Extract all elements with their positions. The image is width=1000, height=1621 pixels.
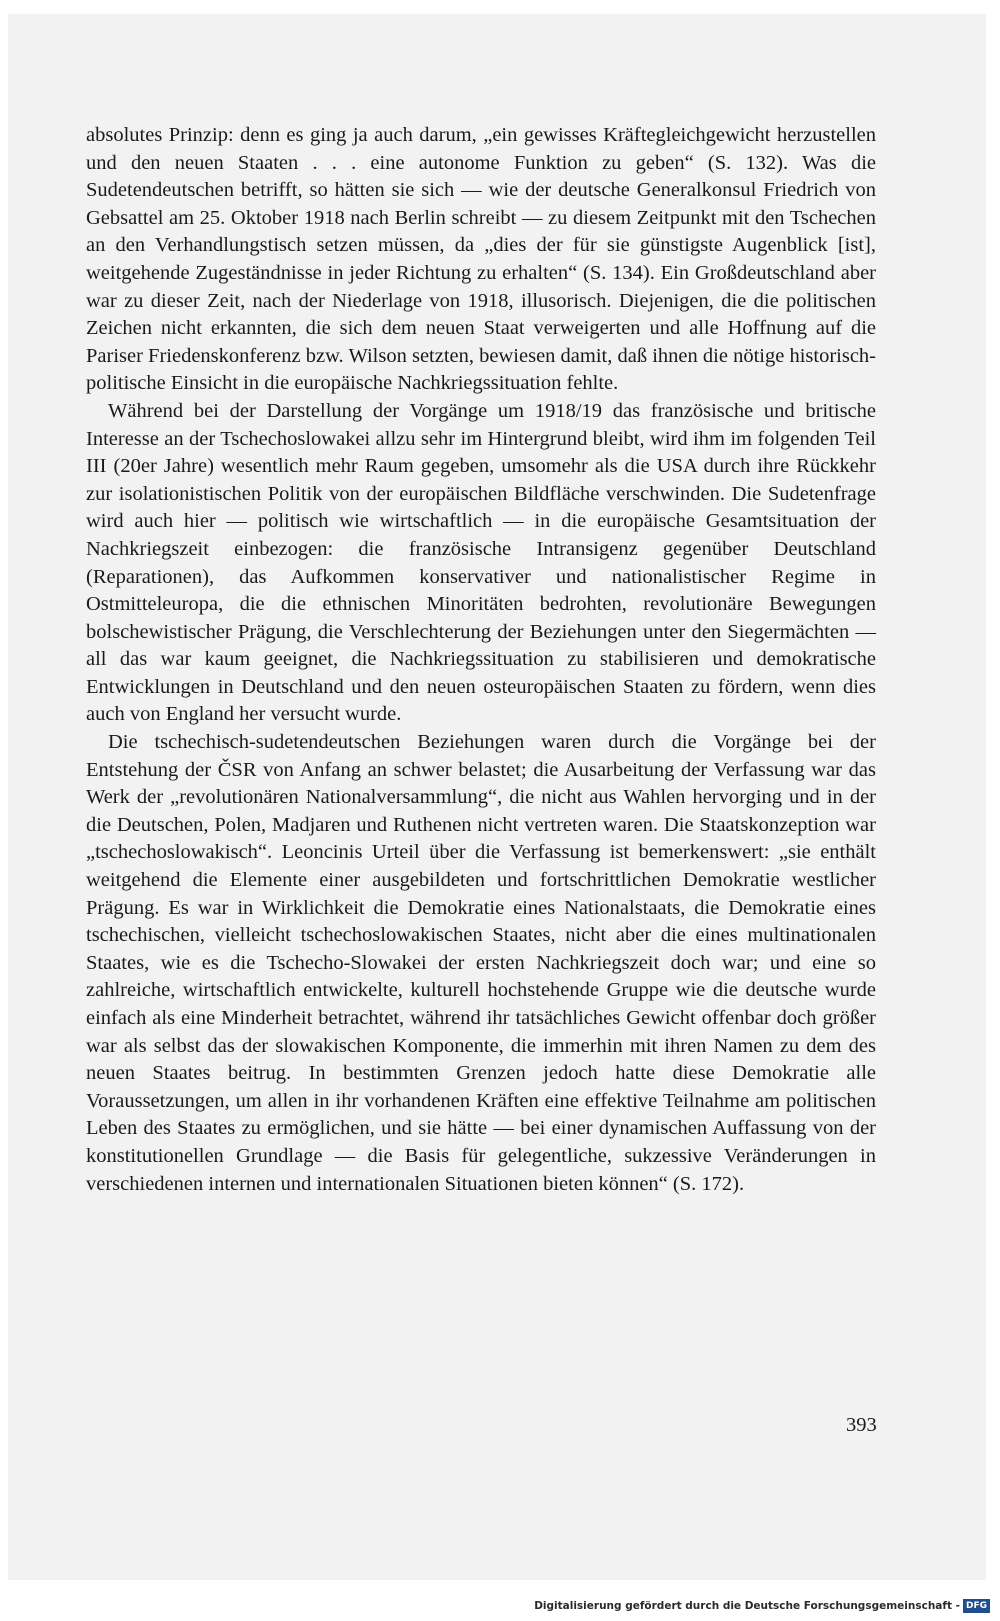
paragraph-3: Die tschechisch-sudetendeutschen Beziehungen waren durch die Vorgänge bei der Entstehung der ČSR von Anfang an schwer belastet; die Ausarbeitung der Verfassung war das Werk der „revolutionären Nationalversammlung“, die nicht aus Wahlen hervorging und in der die Deutschen, Polen, Madjaren und Ruthenen nicht vertreten waren. Die Staatskonzeption war „tschechoslowakisch“. Leoncinis Urteil über die Verfassung ist bemerkenswert: „sie enthält weitgehend die Elemente einer ausgebildeten und fortschrittlichen Demokratie westlicher Prägung. Es war in Wirklichkeit die Demokratie eines Nationalstaats, die Demokratie eines tschechischen, vielleicht tschechoslowakischen Staates, nicht aber die eines multinationalen Staates, wie es die Tschecho-Slowakei der ersten Nachkriegszeit doch war; und eine so zahlreiche, wirtschaftlich entwickelte, kulturell hochstehende Gruppe wie die deutsche wurde einfach als eine Minderheit betrachtet, während ihr tatsächliches Gewicht offenbar doch größer war als selbst das der slowakischen Komponente, die immerhin mit ihren Namen zu dem des neuen Staates beitrug. In bestimmten Grenzen jedoch hatte diese Demokratie alle Voraussetzungen, um allen in ihr vorhandenen Kräften eine effektive Teilnahme am politischen Leben des Staates zu ermöglichen, und sie hätte — bei einer dynamischen Auffassung von der konstitutionellen Grundlage — die Basis für gelegentliche, sukzessive Veränderungen in verschiedenen internen und internationalen Situationen bieten können“ (S. 172).	[86, 731, 876, 1195]
page-number: 393	[846, 1414, 877, 1436]
footer-credit: Digitalisierung gefördert durch die Deutsche Forschungsgemeinschaft -	[534, 1600, 960, 1612]
paragraph-2: Während bei der Darstellung der Vorgänge um 1918/19 das französische und britische Interesse an der Tschechoslowakei allzu sehr im Hintergrund bleibt, wird ihm im folgenden Teil III (20er Jahre) wesentlich mehr Raum gegeben, umsomehr als die USA durch ihre Rückkehr zur isolationistischen Politik von der europäischen Bildfläche verschwinden. Die Sudetenfrage wird auch hier — politisch wie wirtschaftlich — in die europäische Gesamtsituation der Nachkriegszeit einbezogen: die französische Intransigenz gegenüber Deutschland (Reparationen), das Aufkommen konservativer und nationalistischer Regime in Ostmitteleuropa, die die ethnischen Minoritäten bedrohten, revolutionäre Bewegungen bolschewistischer Prägung, die Verschlechterung der Beziehungen unter den Siegermächten — all das war kaum geeignet, die Nachkriegssituation zu stabilisieren und demokratische Entwicklungen in Deutschland und den neuen osteuropäischen Staaten zu fördern, wenn dies auch von England her versucht wurde.	[86, 399, 876, 726]
dfg-logo: DFG	[963, 1599, 990, 1613]
digitization-footer	[534, 1599, 990, 1613]
body-text	[86, 122, 876, 1198]
scanned-page	[8, 14, 986, 1580]
paragraph-1: absolutes Prinzip: denn es ging ja auch darum, „ein gewisses Kräftegleichgewicht herzustellen und den neuen Staaten . . . eine autonome Funktion zu geben“ (S. 132). Was die Sudetendeutschen betrifft, so hätten sie sich — wie der deutsche Generalkonsul Friedrich von Gebsattel am 25. Oktober 1918 nach Berlin schreibt — zu diesem Zeitpunkt mit den Tschechen an den Verhandlungstisch setzen müssen, da „dies der für sie günstigste Augenblick [ist], weitgehende Zugeständnisse in jeder Richtung zu erhalten“ (S. 134). Ein Großdeutschland aber war zu dieser Zeit, nach der Niederlage von 1918, illusorisch. Diejenigen, die die politischen Zeichen nicht erkannten, die sich dem neuen Staat verweigerten und alle Hoffnung auf die Pariser Friedenskonferenz bzw. Wilson setzten, bewiesen damit, daß ihnen die nötige historisch-politische Einsicht in die europäische Nachkriegssituation fehlte.	[86, 124, 876, 395]
